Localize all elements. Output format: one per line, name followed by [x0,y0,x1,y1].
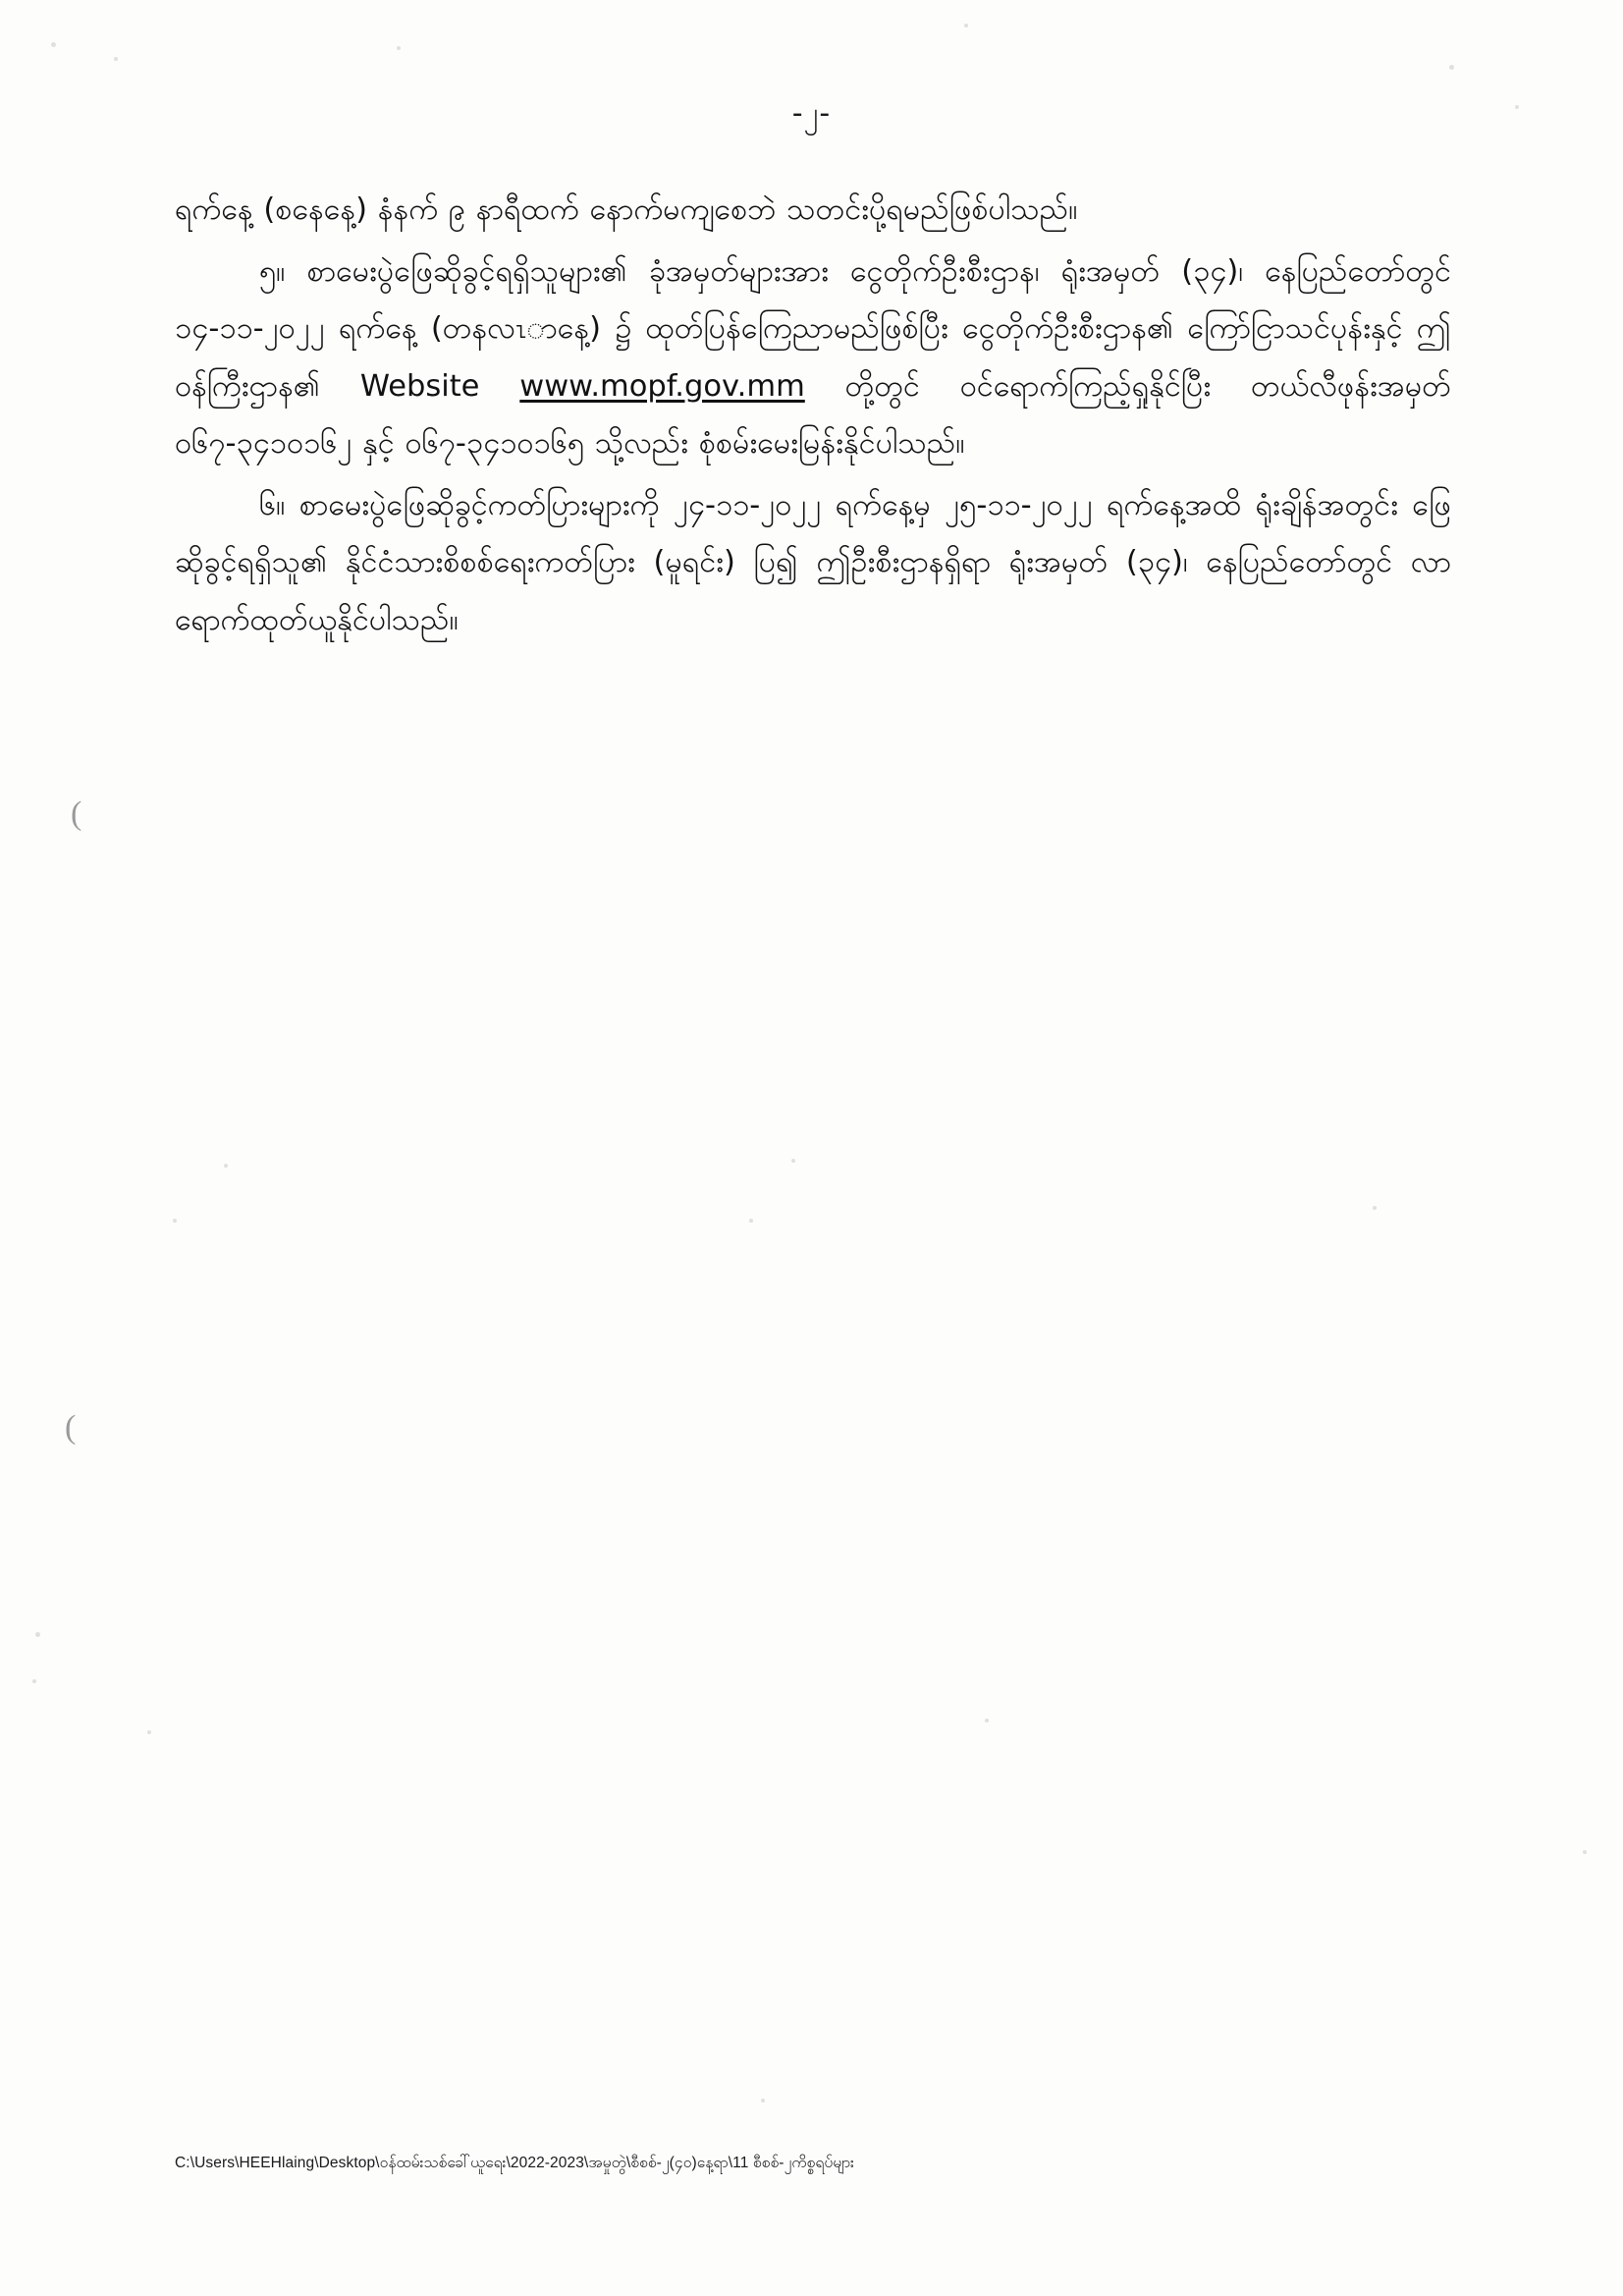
margin-mark: ( [71,795,82,832]
paragraph-5-number: ၅။ [259,253,286,289]
scan-speck [964,24,968,27]
scan-speck [114,57,118,61]
paragraph-5 [175,244,1451,473]
footer-file-path: C:\Users\HEEHlaing\Desktop\ဝန်ထမ်းသစ်ခေါ်ယူရေး\2022-2023\အမှုတွဲ\စီစစ်-၂(၄၀)နေ့ရာ\11 စီစစ်-၂ကိစ္စရပ်များ [175,2155,854,2171]
scan-speck [147,1730,151,1734]
scan-speck [749,1219,753,1223]
paragraph-6-text: စာမေးပွဲဖြေဆိုခွင့်ကတ်ပြားများကို ၂၄-၁၁-၂၀၂၂ ရက်နေ့မှ ၂၅-၁၁-၂၀၂၂ ရက်နေ့အထိ ရုံးချိန်အတွင်း ဖြေဆိုခွင့်ရရှိသူ၏ နိုင်ငံသားစိစစ်ရေးကတ်ပြား (မူရင်း) ပြ၍ ဤဦးစီးဌာနရှိရာ ရုံးအမှတ် (၃၄)၊ နေပြည်တော်တွင် လာရောက်ထုတ်ယူနိုင်ပါသည်။ [175,487,1451,637]
scan-speck [761,2099,765,2103]
paragraph-5-text-after-link: တို့တွင် ဝင်ရောက်ကြည့်ရှုနိုင်ပြီး တယ်လီဖုန်းအမှတ် ၀၆၇-၃၄၁၀၁၆၂ နှင့် ၀၆၇-၃၄၁၀၁၆၅ သို့လည်း စုံစမ်းမေးမြန်းနိုင်ပါသည်။ [175,368,1451,462]
scan-speck [1583,1850,1587,1854]
scan-speck [1373,1206,1377,1210]
paragraph-6-number: ၆။ [259,487,286,522]
paragraph-6 [175,477,1451,650]
scan-speck [173,1219,177,1223]
document-body [175,182,1451,653]
scan-speck [1449,65,1454,70]
scan-speck [51,42,56,47]
scan-speck [35,1632,40,1637]
margin-mark: ( [65,1409,77,1446]
scan-speck [32,1679,36,1683]
scan-speck [985,1719,989,1722]
paragraph-continued: ရက်နေ့ (စနေနေ့) နံနက် ၉ နာရီထက် နောက်မကျစေဘဲ သတင်းပို့ရမည်ဖြစ်ပါသည်။ [175,192,1078,227]
scan-speck [791,1159,795,1163]
scan-speck [224,1164,228,1168]
mopf-website-link[interactable]: www.mopf.gov.mm [519,368,805,404]
scan-speck [397,46,401,50]
paragraph-5-text-before-link: စာမေးပွဲဖြေဆိုခွင့်ရရှိသူများ၏ ခုံအမှတ်များအား ငွေတိုက်ဦးစီးဌာန၊ ရုံးအမှတ် (၃၄)၊ နေပြည်တော်တွင် ၁၄-၁၁-၂၀၂၂ ရက်နေ့ (တနလၤာနေ့) ၌ ထုတ်ပြန်ကြေညာမည်ဖြစ်ပြီး ငွေတိုက်ဦးစီးဌာန၏ ကြော်ငြာသင်ပုန်းနှင့် ဤဝန်ကြီးဌာန၏ Website [175,253,1451,404]
page-number: -၂- [791,96,832,131]
